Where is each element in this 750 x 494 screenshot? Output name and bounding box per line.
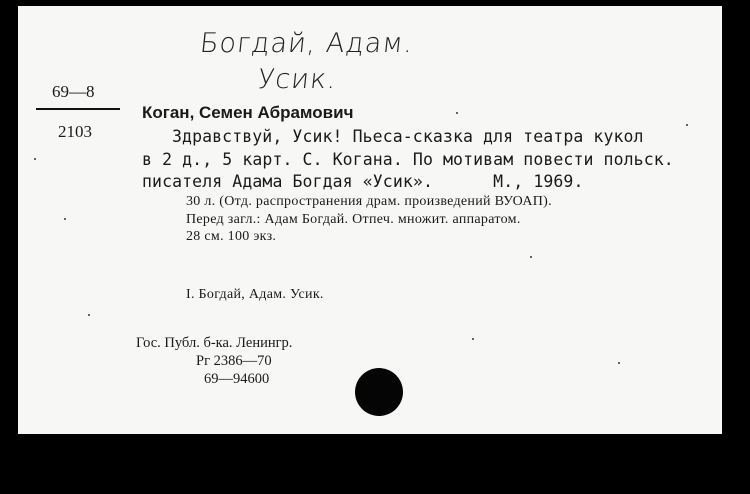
library-name: Гос. Публ. б-ка. Ленингр. — [136, 335, 293, 351]
note-line-3: 28 см. 100 экз. — [186, 229, 277, 244]
author-heading: Коган, Семен Абрамович — [142, 103, 354, 122]
speck — [456, 112, 458, 114]
speck — [64, 218, 66, 220]
note-line-1: 30 л. (Отд. распространения драм. произведений ВУОАП). — [186, 194, 552, 209]
registration-code: Рг 2386—70 — [196, 353, 272, 369]
title-line-1: Здравствуй, Усик! Пьеса-сказка для театра кукол — [172, 127, 644, 146]
call-number-divider — [36, 108, 120, 110]
handwritten-note-line2: Усик. — [256, 64, 339, 95]
speck — [34, 158, 36, 160]
handwritten-note-line1: Богдай, Адам. — [198, 28, 415, 59]
catalog-card — [18, 6, 722, 434]
speck — [88, 314, 90, 316]
ink-blot — [355, 368, 403, 416]
title-line-2: в 2 д., 5 карт. С. Когана. По мотивам повести польск. — [142, 150, 674, 169]
speck — [686, 124, 688, 126]
speck — [618, 362, 620, 364]
call-number-bottom: 2103 — [58, 122, 92, 141]
tracing-entry: I. Богдай, Адам. Усик. — [186, 287, 324, 302]
note-line-2: Перед загл.: Адам Богдай. Отпеч. множит. аппаратом. — [186, 212, 521, 227]
card-number: 69—94600 — [204, 371, 270, 387]
speck — [472, 338, 474, 340]
title-line-3: писателя Адама Богдая «Усик». М., 1969. — [142, 172, 584, 191]
speck — [530, 256, 532, 258]
call-number-top: 69—8 — [52, 82, 95, 101]
